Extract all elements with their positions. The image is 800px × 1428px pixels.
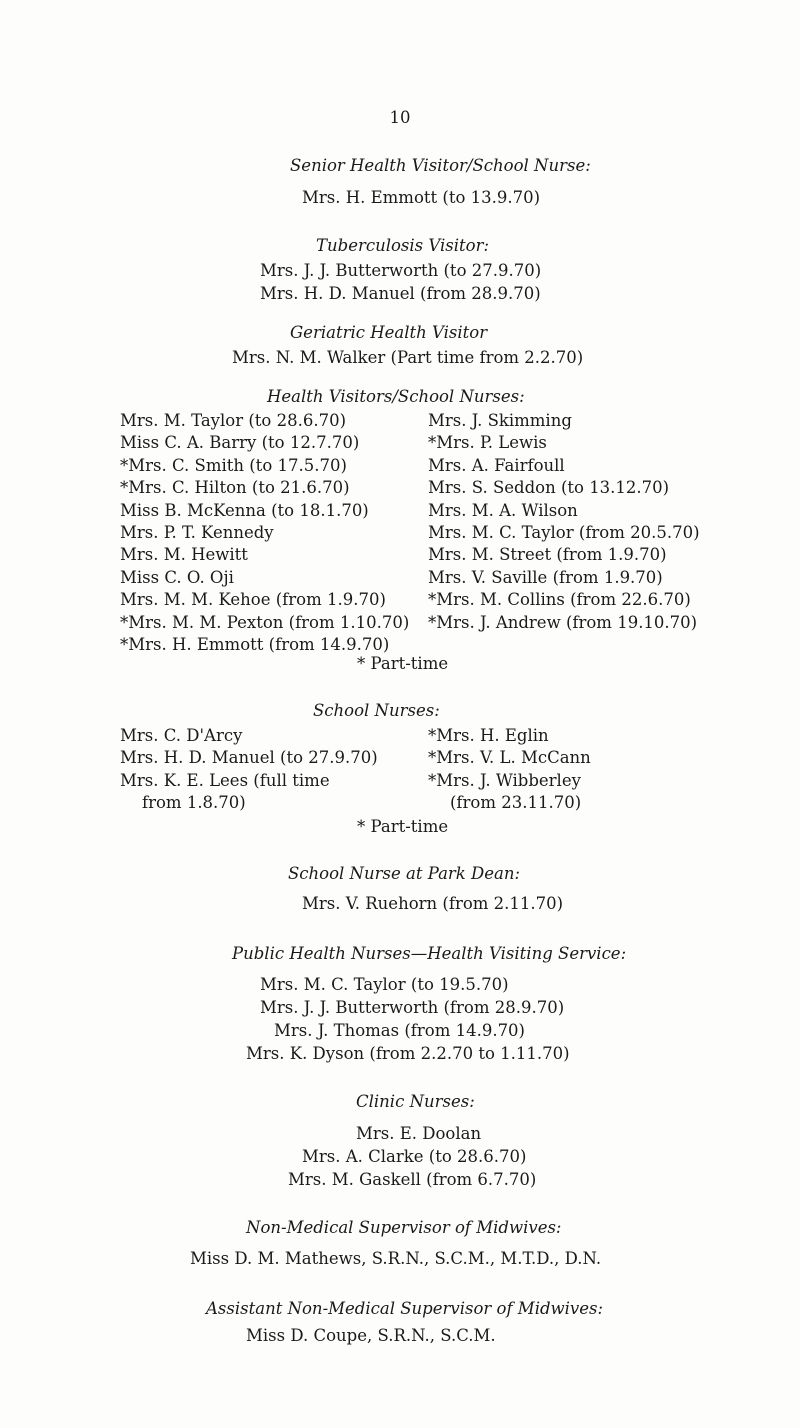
hv-school-nurses-heading: Health Visitors/School Nurses: [267, 387, 525, 406]
hv-part-time-footnote: * Part-time [357, 654, 449, 673]
list-item: Mrs. A. Fairfoull [428, 455, 565, 475]
public-health-heading: Public Health Nurses—Health Visiting Service: [232, 944, 627, 963]
school-nurses-right-column [428, 725, 591, 815]
geriatric-entry: Mrs. N. M. Walker (Part time from 2.2.70) [232, 348, 584, 367]
list-item: Miss C. A. Barry (to 12.7.70) [120, 433, 360, 453]
non-medical-heading: Non-Medical Supervisor of Midwives: [246, 1218, 562, 1237]
list-item: *Mrs. H. Eglin [428, 726, 549, 745]
school-nurses-part-time-footnote: * Part-time [357, 817, 449, 836]
hv-school-nurses-right-column [428, 410, 700, 634]
list-item: *Mrs. C. Smith (to 17.5.70) [120, 455, 347, 475]
park-dean-heading: School Nurse at Park Dean: [288, 864, 521, 883]
clinic-entry: Mrs. E. Doolan [356, 1124, 482, 1143]
list-item: Mrs. C. D'Arcy [120, 726, 243, 745]
geriatric-heading: Geriatric Health Visitor [290, 323, 488, 342]
list-item: Mrs. M. A. Wilson [428, 500, 578, 520]
list-item: *Mrs. J. Wibberley [428, 770, 581, 790]
school-nurses-left-column [120, 725, 378, 815]
assistant-heading: Assistant Non-Medical Supervisor of Midwives: [206, 1299, 604, 1318]
list-item: *Mrs. H. Emmott (from 14.9.70) [120, 635, 390, 655]
tb-visitor-entry: Mrs. J. J. Butterworth (to 27.9.70) [260, 261, 542, 280]
list-item: Mrs. M. Street (from 1.9.70) [428, 545, 667, 565]
list-item: Miss C. O. Oji [120, 567, 234, 587]
list-item: Mrs. M. C. Taylor (from 20.5.70) [428, 523, 700, 543]
list-item: *Mrs. J. Andrew (from 19.10.70) [428, 612, 698, 632]
list-item: *Mrs. P. Lewis [428, 433, 547, 453]
list-item: *Mrs. M. M. Pexton (from 1.10.70) [120, 612, 410, 632]
public-health-entry: Mrs. K. Dyson (from 2.2.70 to 1.11.70) [246, 1044, 570, 1063]
public-health-entry: Mrs. J. Thomas (from 14.9.70) [274, 1021, 525, 1040]
tb-visitor-heading: Tuberculosis Visitor: [316, 236, 490, 255]
list-item: *Mrs. V. L. McCann [428, 748, 591, 768]
senior-hv-heading: Senior Health Visitor/School Nurse: [290, 156, 591, 175]
list-item: *Mrs. M. Collins (from 22.6.70) [428, 590, 691, 610]
list-item: Mrs. H. D. Manuel (to 27.9.70) [120, 748, 378, 768]
clinic-entry: Mrs. M. Gaskell (from 6.7.70) [288, 1170, 537, 1189]
clinic-entry: Mrs. A. Clarke (to 28.6.70) [302, 1147, 527, 1166]
list-item: Mrs. S. Seddon (to 13.12.70) [428, 478, 670, 498]
list-item: Miss B. McKenna (to 18.1.70) [120, 500, 369, 520]
clinic-heading: Clinic Nurses: [356, 1092, 475, 1111]
list-item: Mrs. M. Taylor (to 28.6.70) [120, 411, 347, 430]
school-nurses-heading: School Nurses: [313, 701, 440, 720]
list-item: Mrs. M. M. Kehoe (from 1.9.70) [120, 590, 386, 610]
public-health-entry: Mrs. M. C. Taylor (to 19.5.70) [260, 975, 509, 994]
park-dean-entry: Mrs. V. Ruehorn (from 2.11.70) [302, 894, 564, 913]
non-medical-entry: Miss D. M. Mathews, S.R.N., S.C.M., M.T.D., D.N. [190, 1249, 602, 1268]
list-item: *Mrs. C. Hilton (to 21.6.70) [120, 478, 350, 498]
list-item: from 1.8.70) [142, 793, 246, 813]
list-item: (from 23.11.70) [450, 793, 582, 813]
list-item: Mrs. J. Skimming [428, 411, 572, 430]
senior-hv-entry: Mrs. H. Emmott (to 13.9.70) [302, 188, 541, 207]
hv-school-nurses-left-column [120, 410, 409, 656]
public-health-entry: Mrs. J. J. Butterworth (from 28.9.70) [260, 998, 565, 1017]
page-number: 10 [389, 108, 411, 127]
tb-visitor-entry: Mrs. H. D. Manuel (from 28.9.70) [260, 284, 541, 303]
list-item: Mrs. M. Hewitt [120, 545, 248, 565]
list-item: Mrs. V. Saville (from 1.9.70) [428, 567, 663, 587]
assistant-entry: Miss D. Coupe, S.R.N., S.C.M. [246, 1326, 496, 1345]
list-item: Mrs. K. E. Lees (full time [120, 770, 330, 790]
list-item: Mrs. P. T. Kennedy [120, 523, 274, 543]
